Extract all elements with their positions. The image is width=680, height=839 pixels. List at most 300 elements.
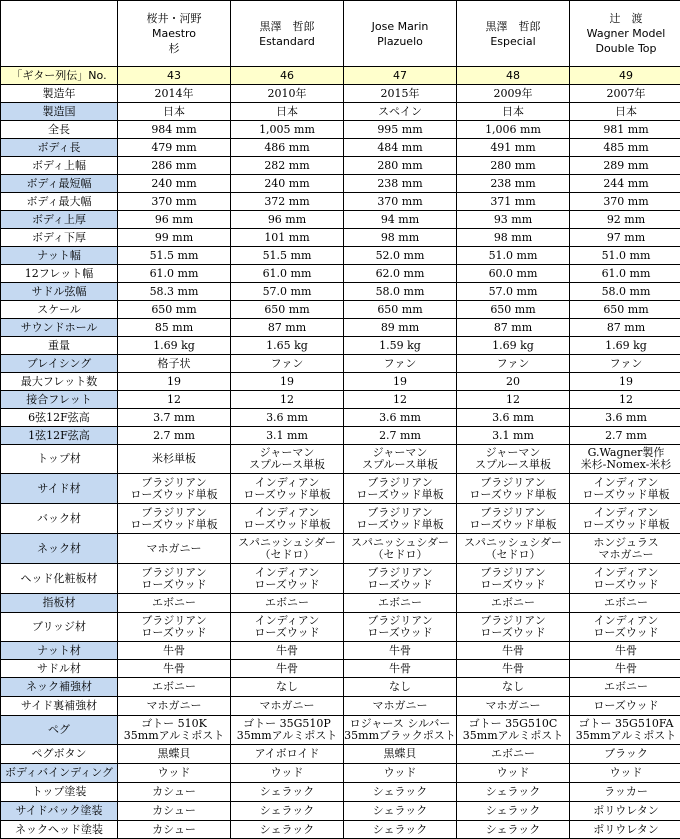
spec-value-cell: マホガニー bbox=[118, 697, 231, 716]
spec-value-line: インディアン bbox=[231, 615, 343, 627]
spec-value-cell bbox=[231, 534, 344, 564]
spec-value-cell: カシュー bbox=[118, 802, 231, 821]
spec-value-cell: 19 bbox=[570, 373, 680, 391]
spec-value-cell: エボニー bbox=[570, 678, 680, 697]
spec-value-cell: マホガニー bbox=[457, 697, 570, 716]
spec-value-line: ブラジリアン bbox=[457, 507, 569, 519]
spec-value-cell: 49 bbox=[570, 67, 680, 85]
spec-value-line: ローズウッド単板 bbox=[231, 489, 343, 501]
spec-value-cell bbox=[118, 445, 231, 474]
spec-value-line: スプルース単板 bbox=[457, 459, 569, 471]
spec-value-cell: 89 mm bbox=[344, 319, 457, 337]
spec-value-line: ブラジリアン bbox=[118, 567, 230, 579]
spec-row bbox=[1, 337, 680, 355]
spec-value-cell: 650 mm bbox=[570, 301, 680, 319]
spec-value-line: ジャーマン bbox=[344, 447, 456, 459]
column-header-line1: Jose Marin bbox=[344, 19, 456, 34]
spec-value-cell: 2014年 bbox=[118, 85, 231, 103]
spec-value-cell bbox=[570, 716, 680, 745]
spec-value-cell: 370 mm bbox=[570, 193, 680, 211]
spec-value-cell: カシュー bbox=[118, 783, 231, 802]
spec-value-line: ブラジリアン bbox=[118, 477, 230, 489]
row-label: 製造国 bbox=[1, 103, 118, 121]
spec-value-cell: 52.0 mm bbox=[344, 247, 457, 265]
spec-value-line: ブラジリアン bbox=[457, 477, 569, 489]
spec-value-cell: 牛骨 bbox=[231, 660, 344, 678]
spec-row bbox=[1, 745, 680, 764]
spec-value-cell: なし bbox=[457, 678, 570, 697]
spec-value-cell: 日本 bbox=[231, 103, 344, 121]
spec-row bbox=[1, 594, 680, 613]
spec-value-cell: 12 bbox=[570, 391, 680, 409]
spec-value-cell bbox=[344, 716, 457, 745]
spec-row bbox=[1, 409, 680, 427]
spec-value-cell: 3.6 mm bbox=[344, 409, 457, 427]
spec-value-cell: 格子状 bbox=[118, 355, 231, 373]
row-label: ネック補強材 bbox=[1, 678, 118, 697]
spec-value-cell: エボニー bbox=[457, 594, 570, 613]
spec-value-line: ローズウッド bbox=[118, 579, 230, 591]
row-label: サイド裏補強材 bbox=[1, 697, 118, 716]
spec-value-cell: 289 mm bbox=[570, 157, 680, 175]
spec-value-line: インディアン bbox=[570, 477, 680, 489]
row-label: 「ギター列伝」No. bbox=[1, 67, 118, 85]
spec-value-cell: 491 mm bbox=[457, 139, 570, 157]
spec-value-cell bbox=[118, 564, 231, 594]
spec-row bbox=[1, 103, 680, 121]
spec-value-cell bbox=[457, 445, 570, 474]
spec-row bbox=[1, 247, 680, 265]
spec-value-cell: ローズウッド bbox=[570, 697, 680, 716]
column-header bbox=[118, 1, 231, 67]
spec-value-cell: 12 bbox=[118, 391, 231, 409]
spec-value-line: G.Wagner製作 bbox=[570, 447, 680, 459]
spec-row bbox=[1, 373, 680, 391]
spec-value-line: 35mmアルミポスト bbox=[570, 730, 680, 742]
spec-value-line: ブラジリアン bbox=[344, 477, 456, 489]
spec-row bbox=[1, 660, 680, 678]
spec-value-cell: ウッド bbox=[457, 764, 570, 783]
spec-row bbox=[1, 193, 680, 211]
spec-value-cell bbox=[231, 445, 344, 474]
spec-value-cell: 650 mm bbox=[231, 301, 344, 319]
spec-value-cell: 3.6 mm bbox=[570, 409, 680, 427]
spec-row bbox=[1, 229, 680, 247]
spec-value-line: ローズウッド単板 bbox=[118, 519, 230, 531]
spec-row bbox=[1, 355, 680, 373]
spec-value-cell: 48 bbox=[457, 67, 570, 85]
spec-value-line: スプルース単板 bbox=[231, 459, 343, 471]
spec-value-line: ローズウッド bbox=[231, 627, 343, 639]
row-label: サドル弦幅 bbox=[1, 283, 118, 301]
spec-value-line: インディアン bbox=[570, 507, 680, 519]
spec-value-cell: 101 mm bbox=[231, 229, 344, 247]
spec-value-cell: 日本 bbox=[118, 103, 231, 121]
spec-value-cell: ウッド bbox=[118, 764, 231, 783]
spec-value-line: ローズウッド bbox=[344, 627, 456, 639]
spec-value-line: ゴトー 35G510P bbox=[231, 718, 343, 730]
column-header bbox=[457, 1, 570, 67]
row-label: 製造年 bbox=[1, 85, 118, 103]
spec-value-line: ゴトー 35G510C bbox=[457, 718, 569, 730]
column-header-line3: Double Top bbox=[570, 41, 680, 56]
spec-value-cell bbox=[118, 474, 231, 504]
spec-value-cell: エボニー bbox=[118, 594, 231, 613]
spec-row bbox=[1, 211, 680, 229]
spec-value-cell: ファン bbox=[570, 355, 680, 373]
row-label: ボディ長 bbox=[1, 139, 118, 157]
column-header-line2: Maestro bbox=[118, 26, 230, 41]
spec-value-line: ローズウッド bbox=[344, 579, 456, 591]
spec-value-cell: エボニー bbox=[118, 678, 231, 697]
spec-value-cell: なし bbox=[344, 678, 457, 697]
spec-value-cell: 46 bbox=[231, 67, 344, 85]
spec-value-cell: 51.0 mm bbox=[457, 247, 570, 265]
spec-row bbox=[1, 157, 680, 175]
spec-value-cell: 96 mm bbox=[118, 211, 231, 229]
spec-value-cell: 牛骨 bbox=[118, 642, 231, 660]
spec-value-cell: 3.6 mm bbox=[231, 409, 344, 427]
spec-value-cell: 282 mm bbox=[231, 157, 344, 175]
spec-value-cell: 984 mm bbox=[118, 121, 231, 139]
row-label: ボディ最大幅 bbox=[1, 193, 118, 211]
spec-value-cell: 51.0 mm bbox=[570, 247, 680, 265]
spec-value-line: ローズウッド単板 bbox=[457, 519, 569, 531]
spec-value-cell bbox=[457, 534, 570, 564]
spec-value-line: ブラジリアン bbox=[344, 507, 456, 519]
spec-value-cell bbox=[570, 445, 680, 474]
spec-value-cell: シェラック bbox=[231, 802, 344, 821]
spec-value-cell bbox=[457, 564, 570, 594]
spec-value-cell: 58.3 mm bbox=[118, 283, 231, 301]
column-header-line1: 桜井・河野 bbox=[118, 11, 230, 26]
spec-value-cell: 61.0 mm bbox=[118, 265, 231, 283]
header-row bbox=[1, 1, 680, 67]
spec-value-cell: 58.0 mm bbox=[344, 283, 457, 301]
spec-value-line: スパニッシュシダー bbox=[231, 537, 343, 549]
spec-value-cell bbox=[570, 613, 680, 642]
spec-value-cell: 61.0 mm bbox=[231, 265, 344, 283]
spec-row bbox=[1, 85, 680, 103]
spec-value-cell: 87 mm bbox=[457, 319, 570, 337]
spec-value-cell: 19 bbox=[344, 373, 457, 391]
spec-value-line: 35mmアルミポスト bbox=[118, 730, 230, 742]
spec-value-cell: 97 mm bbox=[570, 229, 680, 247]
column-header bbox=[231, 1, 344, 67]
spec-value-line: ブラジリアン bbox=[118, 615, 230, 627]
row-label: ボディバインディング bbox=[1, 764, 118, 783]
spec-value-cell bbox=[344, 474, 457, 504]
row-label: ボディ下厚 bbox=[1, 229, 118, 247]
spec-value-cell: 2009年 bbox=[457, 85, 570, 103]
row-label: ボディ上厚 bbox=[1, 211, 118, 229]
spec-row bbox=[1, 319, 680, 337]
spec-value-cell bbox=[118, 613, 231, 642]
header-corner-cell bbox=[1, 1, 118, 67]
spec-value-line: ローズウッド単板 bbox=[570, 489, 680, 501]
spec-value-cell: 51.5 mm bbox=[231, 247, 344, 265]
spec-row bbox=[1, 716, 680, 745]
spec-row bbox=[1, 283, 680, 301]
spec-value-cell: 12 bbox=[231, 391, 344, 409]
spec-row bbox=[1, 474, 680, 504]
spec-row bbox=[1, 301, 680, 319]
spec-value-cell: エボニー bbox=[344, 594, 457, 613]
spec-value-cell: エボニー bbox=[231, 594, 344, 613]
spec-value-cell bbox=[570, 564, 680, 594]
spec-value-cell: 486 mm bbox=[231, 139, 344, 157]
spec-value-cell: 牛骨 bbox=[570, 660, 680, 678]
spec-value-line: ローズウッド bbox=[570, 627, 680, 639]
spec-value-cell: 1.59 kg bbox=[344, 337, 457, 355]
spec-value-cell: なし bbox=[231, 678, 344, 697]
spec-value-cell: 12 bbox=[457, 391, 570, 409]
spec-value-cell bbox=[344, 564, 457, 594]
spec-value-cell: 2.7 mm bbox=[118, 427, 231, 445]
spec-value-cell bbox=[231, 504, 344, 534]
column-header-line2: Especial bbox=[457, 34, 569, 49]
spec-value-cell: シェラック bbox=[344, 802, 457, 821]
spec-value-cell: ポリウレタン bbox=[570, 821, 680, 839]
spec-value-cell: 3.7 mm bbox=[118, 409, 231, 427]
row-label: 接合フレット bbox=[1, 391, 118, 409]
spec-row bbox=[1, 802, 680, 821]
spec-value-cell: 98 mm bbox=[457, 229, 570, 247]
spec-value-cell: エボニー bbox=[457, 745, 570, 764]
spec-value-line: ゴトー 510K bbox=[118, 718, 230, 730]
spec-value-cell: マホガニー bbox=[344, 697, 457, 716]
spec-value-line: ローズウッド bbox=[231, 579, 343, 591]
column-header-line2: Estandard bbox=[231, 34, 343, 49]
row-label: 指板材 bbox=[1, 594, 118, 613]
spec-value-line: ローズウッド bbox=[457, 579, 569, 591]
spec-value-cell: 650 mm bbox=[118, 301, 231, 319]
spec-row bbox=[1, 139, 680, 157]
spec-value-line: ゴトー 35G510FA bbox=[570, 718, 680, 730]
spec-value-cell: 92 mm bbox=[570, 211, 680, 229]
spec-value-cell: 240 mm bbox=[118, 175, 231, 193]
spec-value-line: ジャーマン bbox=[231, 447, 343, 459]
spec-value-cell: 238 mm bbox=[344, 175, 457, 193]
row-label: サドル材 bbox=[1, 660, 118, 678]
spec-value-line: ローズウッド単板 bbox=[344, 489, 456, 501]
spec-row bbox=[1, 265, 680, 283]
spec-value-cell: 日本 bbox=[570, 103, 680, 121]
spec-value-cell bbox=[231, 564, 344, 594]
spec-value-cell: ラッカー bbox=[570, 783, 680, 802]
spec-value-cell: 61.0 mm bbox=[570, 265, 680, 283]
spec-value-cell: 牛骨 bbox=[457, 642, 570, 660]
spec-value-cell bbox=[231, 716, 344, 745]
spec-row bbox=[1, 67, 680, 85]
spec-value-cell: アイボロイド bbox=[231, 745, 344, 764]
spec-value-cell: 2010年 bbox=[231, 85, 344, 103]
row-label: 6弦12F弦高 bbox=[1, 409, 118, 427]
spec-value-cell: 2.7 mm bbox=[344, 427, 457, 445]
spec-value-line: （セドロ） bbox=[457, 549, 569, 561]
spec-value-cell: 1,005 mm bbox=[231, 121, 344, 139]
spec-value-cell: マホガニー bbox=[231, 697, 344, 716]
row-label: ネックヘッド塗装 bbox=[1, 821, 118, 839]
spec-row bbox=[1, 445, 680, 474]
row-label: ペグ bbox=[1, 716, 118, 745]
column-header-line1: 黒澤 哲郎 bbox=[231, 19, 343, 34]
spec-value-line: 35mmブラックポスト bbox=[344, 730, 456, 742]
spec-value-cell: ウッド bbox=[570, 764, 680, 783]
column-header-line2: Wagner Model bbox=[570, 26, 680, 41]
spec-value-cell bbox=[457, 504, 570, 534]
row-label: ナット材 bbox=[1, 642, 118, 660]
spec-value-cell: 370 mm bbox=[344, 193, 457, 211]
spec-value-cell bbox=[457, 474, 570, 504]
row-label: ヘッド化粧板材 bbox=[1, 564, 118, 594]
spec-row bbox=[1, 678, 680, 697]
row-label: ボディ上幅 bbox=[1, 157, 118, 175]
spec-value-line: ジャーマン bbox=[457, 447, 569, 459]
row-label: 最大フレット数 bbox=[1, 373, 118, 391]
spec-value-line: インディアン bbox=[231, 507, 343, 519]
spec-value-cell: 牛骨 bbox=[231, 642, 344, 660]
spec-value-cell: 280 mm bbox=[457, 157, 570, 175]
row-label: スケール bbox=[1, 301, 118, 319]
spec-value-cell: ブラック bbox=[570, 745, 680, 764]
spec-value-cell: シェラック bbox=[231, 783, 344, 802]
spec-value-cell: 94 mm bbox=[344, 211, 457, 229]
spec-value-cell bbox=[344, 534, 457, 564]
spec-value-cell: 85 mm bbox=[118, 319, 231, 337]
spec-value-cell: 240 mm bbox=[231, 175, 344, 193]
spec-value-cell: シェラック bbox=[457, 802, 570, 821]
spec-value-cell bbox=[118, 716, 231, 745]
spec-value-line: インディアン bbox=[570, 567, 680, 579]
spec-value-cell: 372 mm bbox=[231, 193, 344, 211]
spec-row bbox=[1, 564, 680, 594]
spec-row bbox=[1, 697, 680, 716]
spec-value-line: スプルース単板 bbox=[344, 459, 456, 471]
spec-value-line: 35mmアルミポスト bbox=[457, 730, 569, 742]
row-label: サウンドホール bbox=[1, 319, 118, 337]
spec-value-cell: 995 mm bbox=[344, 121, 457, 139]
spec-value-cell: 286 mm bbox=[118, 157, 231, 175]
spec-value-cell bbox=[118, 534, 231, 564]
spec-value-cell: 51.5 mm bbox=[118, 247, 231, 265]
spec-row bbox=[1, 391, 680, 409]
spec-value-cell bbox=[344, 445, 457, 474]
spec-value-cell bbox=[457, 716, 570, 745]
spec-value-cell: カシュー bbox=[118, 821, 231, 839]
spec-value-cell: 2.7 mm bbox=[570, 427, 680, 445]
spec-value-cell: 19 bbox=[231, 373, 344, 391]
spec-value-cell: 370 mm bbox=[118, 193, 231, 211]
spec-value-cell: 1.69 kg bbox=[457, 337, 570, 355]
spec-value-cell: 93 mm bbox=[457, 211, 570, 229]
spec-value-cell: ファン bbox=[231, 355, 344, 373]
spec-value-cell: 981 mm bbox=[570, 121, 680, 139]
spec-value-cell: 60.0 mm bbox=[457, 265, 570, 283]
spec-value-cell: シェラック bbox=[457, 821, 570, 839]
spec-value-cell bbox=[457, 613, 570, 642]
spec-value-cell: 87 mm bbox=[570, 319, 680, 337]
spec-value-cell: 3.1 mm bbox=[457, 427, 570, 445]
spec-value-line: インディアン bbox=[231, 567, 343, 579]
spec-value-line: スパニッシュシダー bbox=[457, 537, 569, 549]
spec-value-cell: ウッド bbox=[231, 764, 344, 783]
spec-value-line: ブラジリアン bbox=[457, 615, 569, 627]
spec-value-line: ローズウッド単板 bbox=[231, 519, 343, 531]
spec-value-cell: 57.0 mm bbox=[457, 283, 570, 301]
row-label: 全長 bbox=[1, 121, 118, 139]
column-header-line1: 辻 渡 bbox=[570, 11, 680, 26]
spec-value-cell bbox=[344, 504, 457, 534]
spec-value-cell: 485 mm bbox=[570, 139, 680, 157]
spec-value-cell: 98 mm bbox=[344, 229, 457, 247]
spec-value-cell: 1.69 kg bbox=[570, 337, 680, 355]
spec-value-cell: 19 bbox=[118, 373, 231, 391]
spec-value-line: ローズウッド単板 bbox=[118, 489, 230, 501]
row-label: サイド材 bbox=[1, 474, 118, 504]
spec-value-cell: 12 bbox=[344, 391, 457, 409]
row-label: ブリッジ材 bbox=[1, 613, 118, 642]
spec-value-line: ローズウッド bbox=[118, 627, 230, 639]
spec-value-cell: ファン bbox=[457, 355, 570, 373]
spec-value-cell: 244 mm bbox=[570, 175, 680, 193]
spec-value-line: 米杉-Nomex-米杉 bbox=[570, 459, 680, 471]
column-header bbox=[570, 1, 680, 67]
spec-row bbox=[1, 175, 680, 193]
spec-value-cell: 1.65 kg bbox=[231, 337, 344, 355]
spec-value-cell: ポリウレタン bbox=[570, 802, 680, 821]
spec-value-line: マホガニー bbox=[118, 543, 230, 555]
spec-value-cell bbox=[231, 474, 344, 504]
spec-value-cell: 650 mm bbox=[457, 301, 570, 319]
spec-value-line: ブラジリアン bbox=[344, 567, 456, 579]
spec-value-cell: 黒蝶貝 bbox=[118, 745, 231, 764]
column-header-line1: 黒澤 哲郎 bbox=[457, 19, 569, 34]
column-header bbox=[344, 1, 457, 67]
spec-row bbox=[1, 821, 680, 839]
row-label: ペグボタン bbox=[1, 745, 118, 764]
spec-value-line: ロジャース シルバー bbox=[344, 718, 456, 730]
spec-row bbox=[1, 427, 680, 445]
spec-value-cell: 650 mm bbox=[344, 301, 457, 319]
row-label: トップ材 bbox=[1, 445, 118, 474]
spec-value-cell: スペイン bbox=[344, 103, 457, 121]
spec-row bbox=[1, 764, 680, 783]
spec-value-cell: 20 bbox=[457, 373, 570, 391]
spec-value-line: インディアン bbox=[570, 615, 680, 627]
spec-value-line: ローズウッド単板 bbox=[457, 489, 569, 501]
spec-value-line: 35mmアルミポスト bbox=[231, 730, 343, 742]
spec-value-line: ローズウッド bbox=[570, 579, 680, 591]
row-label: バック材 bbox=[1, 504, 118, 534]
spec-value-cell: エボニー bbox=[570, 594, 680, 613]
spec-value-line: 米杉単板 bbox=[118, 453, 230, 465]
row-label: ネック材 bbox=[1, 534, 118, 564]
spec-value-cell: 238 mm bbox=[457, 175, 570, 193]
spec-value-line: マホガニー bbox=[570, 549, 680, 561]
spec-value-line: ホンジュラス bbox=[570, 537, 680, 549]
spec-value-cell: ウッド bbox=[344, 764, 457, 783]
spec-value-cell: 43 bbox=[118, 67, 231, 85]
spec-value-cell: 3.6 mm bbox=[457, 409, 570, 427]
spec-value-cell: 99 mm bbox=[118, 229, 231, 247]
row-label: サイドバック塗装 bbox=[1, 802, 118, 821]
spec-value-cell: シェラック bbox=[231, 821, 344, 839]
spec-value-cell: 47 bbox=[344, 67, 457, 85]
spec-value-line: ブラジリアン bbox=[344, 615, 456, 627]
spec-value-cell: 96 mm bbox=[231, 211, 344, 229]
spec-value-cell: 1.69 kg bbox=[118, 337, 231, 355]
